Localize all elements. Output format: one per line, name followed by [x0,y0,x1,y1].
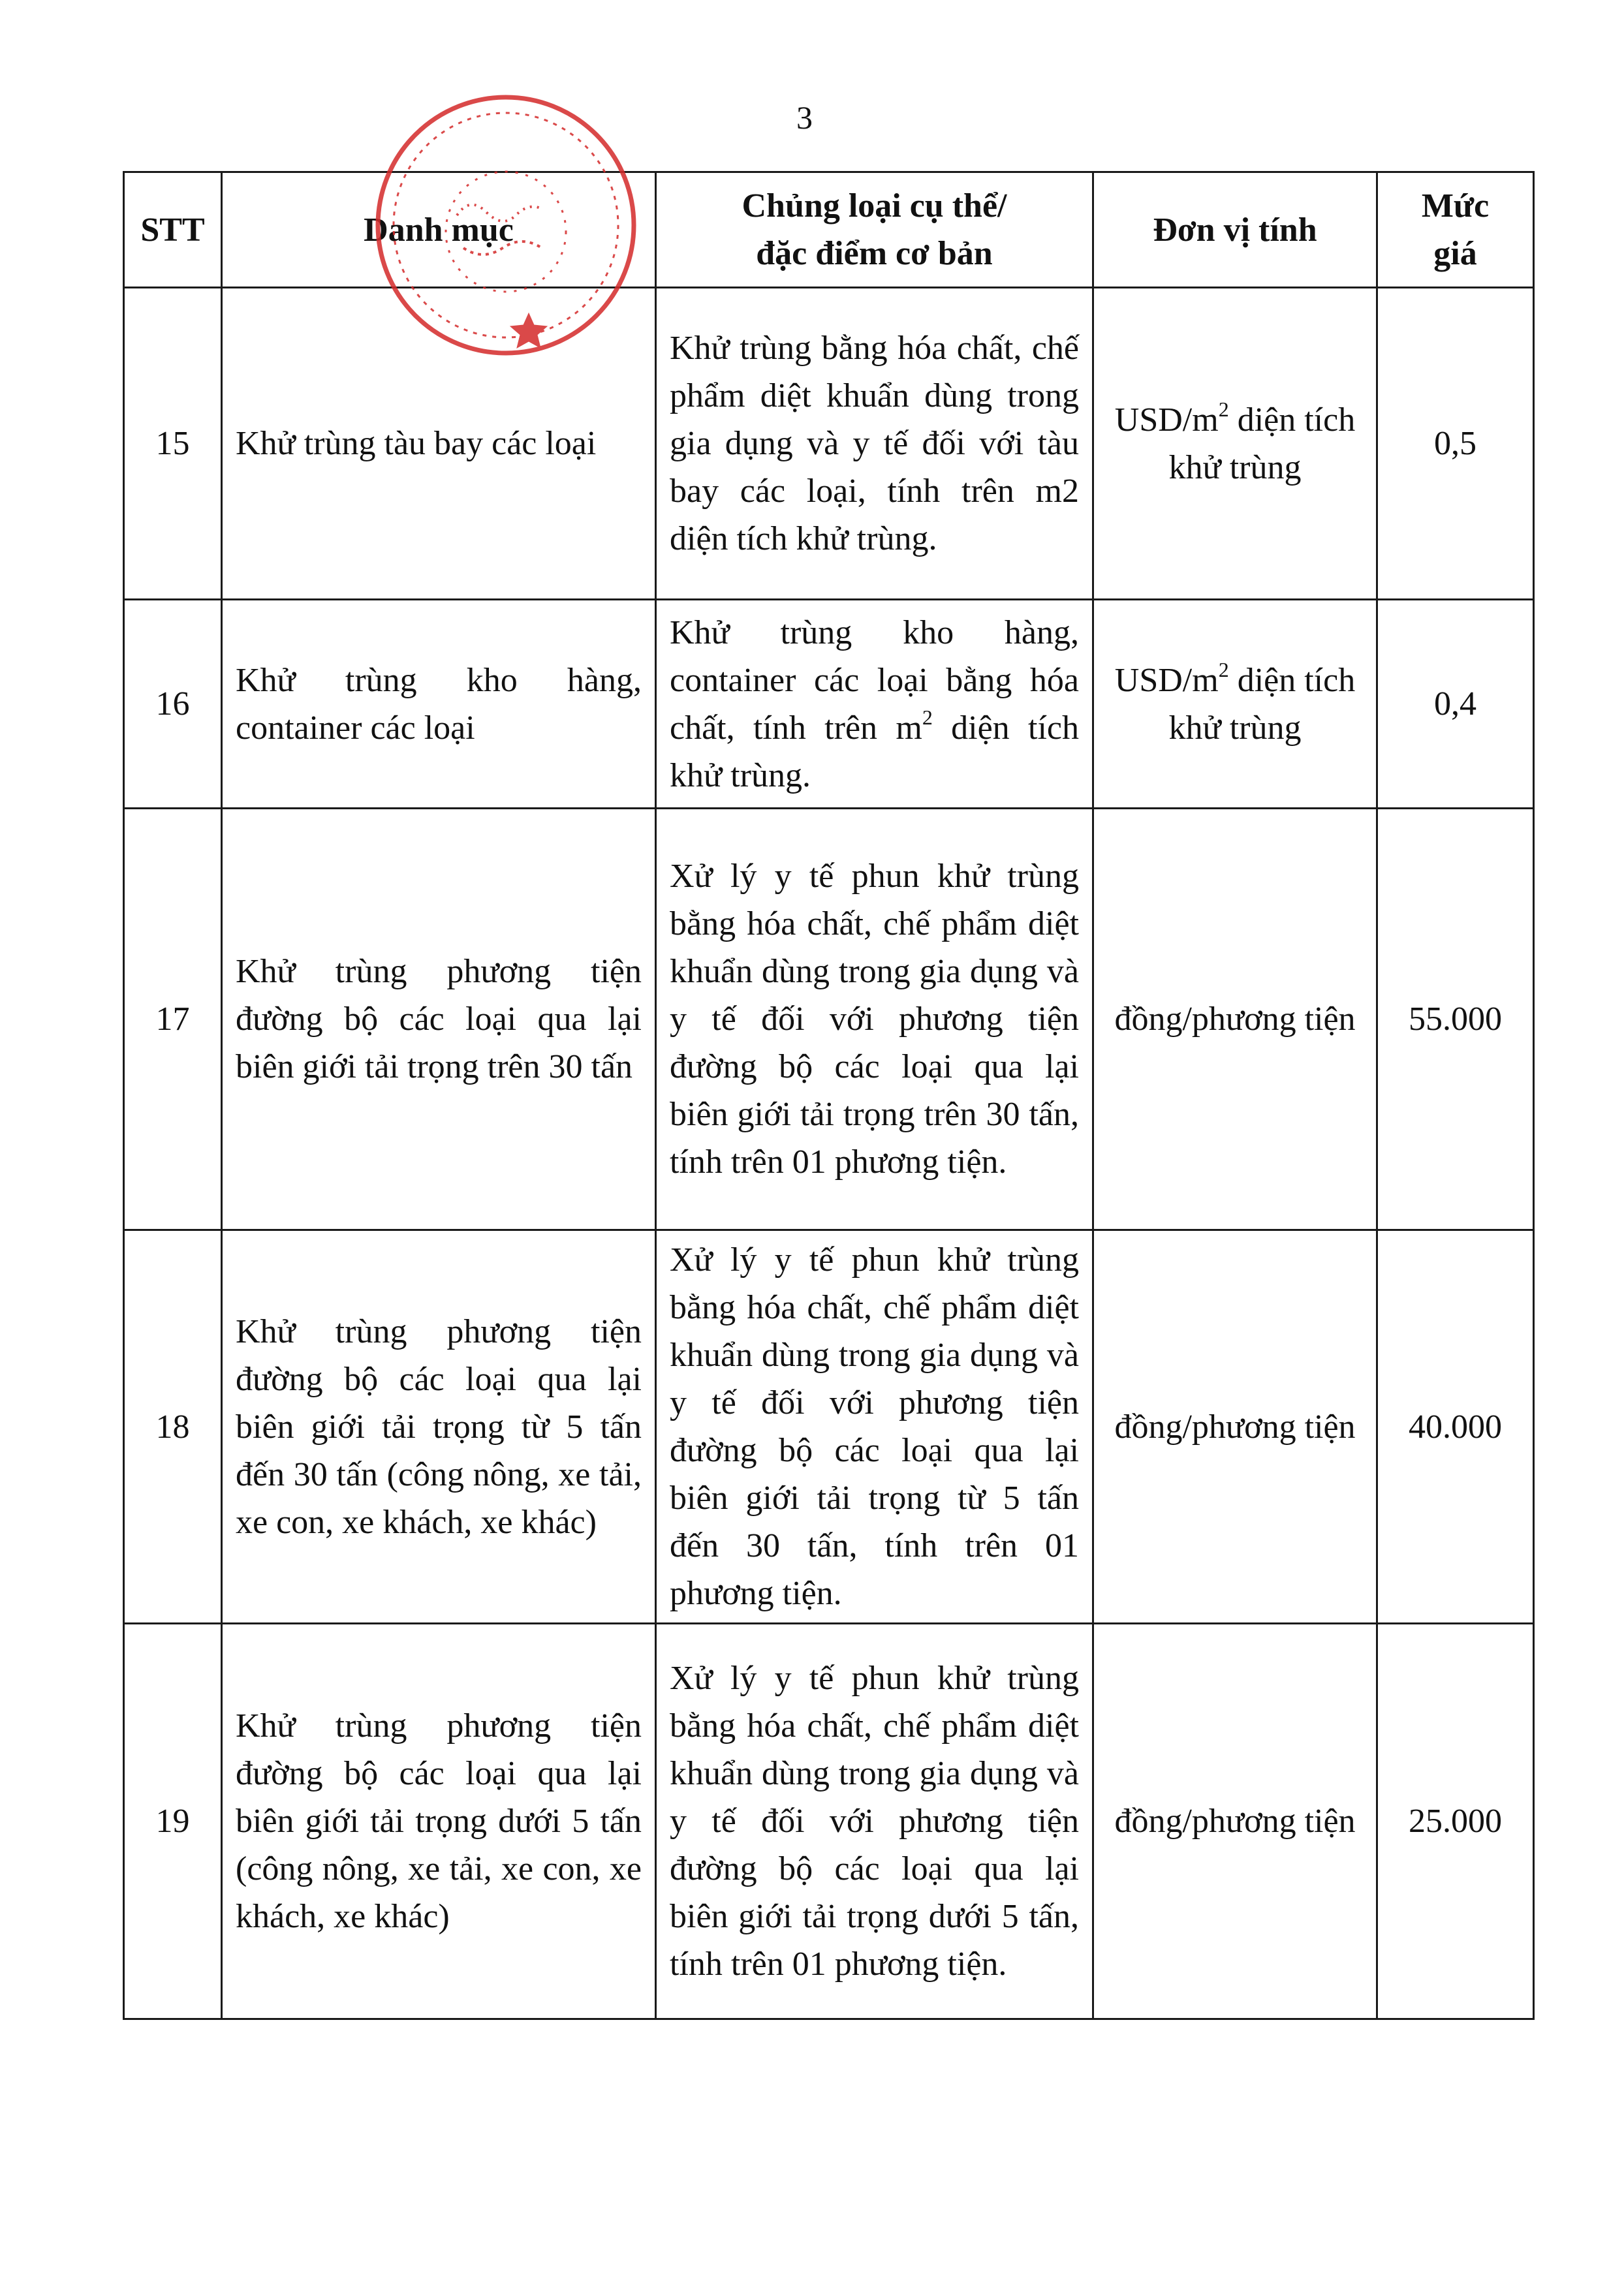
row-price: 25.000 [1377,1624,1534,2019]
table-row [124,288,1534,600]
row-description: Khử trùng bằng hóa chất, chế phẩm diệt khuẩn dùng trong gia dụng và y tế đối với tàu bay các loại, tính trên m2 diện tích khử trùng. [656,288,1093,600]
row-unit: đồng/phương tiện [1093,1624,1377,2019]
row-price: 55.000 [1377,809,1534,1230]
price-table [123,171,1535,2020]
table-row [124,1624,1534,2019]
header-price [1377,172,1534,288]
header-stt: STT [124,172,222,288]
row-unit-suffix: diện tích khử trùng [1168,401,1356,486]
row-unit-suffix: diện tích khử trùng [1168,661,1356,747]
row-stt: 18 [124,1230,222,1624]
table-header-row [124,172,1534,288]
row-category: Khử trùng phương tiện đường bộ các loại qua lại biên giới tải trọng dưới 5 tấn (công nông, xe tải, xe con, xe khách, xe khác) [222,1624,656,2019]
header-price-line1: Mức [1421,187,1490,225]
row-stt: 15 [124,288,222,600]
row-description-sup: 2 [922,705,933,729]
row-unit [1093,288,1377,600]
row-price: 0,4 [1377,600,1534,809]
row-unit [1093,600,1377,809]
row-category: Khử trùng phương tiện đường bộ các loại qua lại biên giới tải trọng từ 5 tấn đến 30 tấn (công nông, xe tải, xe con, xe khách, xe khác) [222,1230,656,1624]
row-price: 40.000 [1377,1230,1534,1624]
row-category: Khử trùng phương tiện đường bộ các loại qua lại biên giới tải trọng trên 30 tấn [222,809,656,1230]
header-type-line1: Chủng loại cụ thể/ [742,187,1007,225]
header-unit: Đơn vị tính [1093,172,1377,288]
row-description-suffix: diện tích khử trùng. [670,709,1079,794]
page-number: 3 [796,99,813,136]
table-row [124,1230,1534,1624]
row-unit-sup: 2 [1218,397,1229,421]
row-stt: 19 [124,1624,222,2019]
header-type-line2: đặc điểm cơ bản [756,235,993,272]
row-description [656,600,1093,809]
row-description: Xử lý y tế phun khử trùng bằng hóa chất, chế phẩm diệt khuẩn dùng trong gia dụng và y tế đối với phương tiện đường bộ các loại qua lại biên giới tải trọng dưới 5 tấn, tính trên 01 phương tiện. [656,1624,1093,2019]
header-price-line2: giá [1433,235,1477,272]
row-category: Khử trùng kho hàng, container các loại [222,600,656,809]
header-type [656,172,1093,288]
row-unit: đồng/phương tiện [1093,1230,1377,1624]
row-unit: đồng/phương tiện [1093,809,1377,1230]
row-unit-sup: 2 [1218,657,1229,681]
row-stt: 16 [124,600,222,809]
row-description-prefix: Khử trùng kho hàng, container các loại bằng hóa chất, tính trên m [670,613,1079,747]
row-description: Xử lý y tế phun khử trùng bằng hóa chất, chế phẩm diệt khuẩn dùng trong gia dụng và y tế đối với phương tiện đường bộ các loại qua lại biên giới tải trọng từ 5 tấn đến 30 tấn, tính trên 01 phương tiện. [656,1230,1093,1624]
row-unit-prefix: USD/m [1114,661,1219,699]
row-stt: 17 [124,809,222,1230]
table-row [124,809,1534,1230]
row-price: 0,5 [1377,288,1534,600]
row-unit-prefix: USD/m [1114,401,1219,439]
header-category: Danh mục [222,172,656,288]
table-row [124,600,1534,809]
row-category: Khử trùng tàu bay các loại [222,288,656,600]
row-description: Xử lý y tế phun khử trùng bằng hóa chất, chế phẩm diệt khuẩn dùng trong gia dụng và y tế đối với phương tiện đường bộ các loại qua lại biên giới tải trọng trên 30 tấn, tính trên 01 phương tiện. [656,809,1093,1230]
